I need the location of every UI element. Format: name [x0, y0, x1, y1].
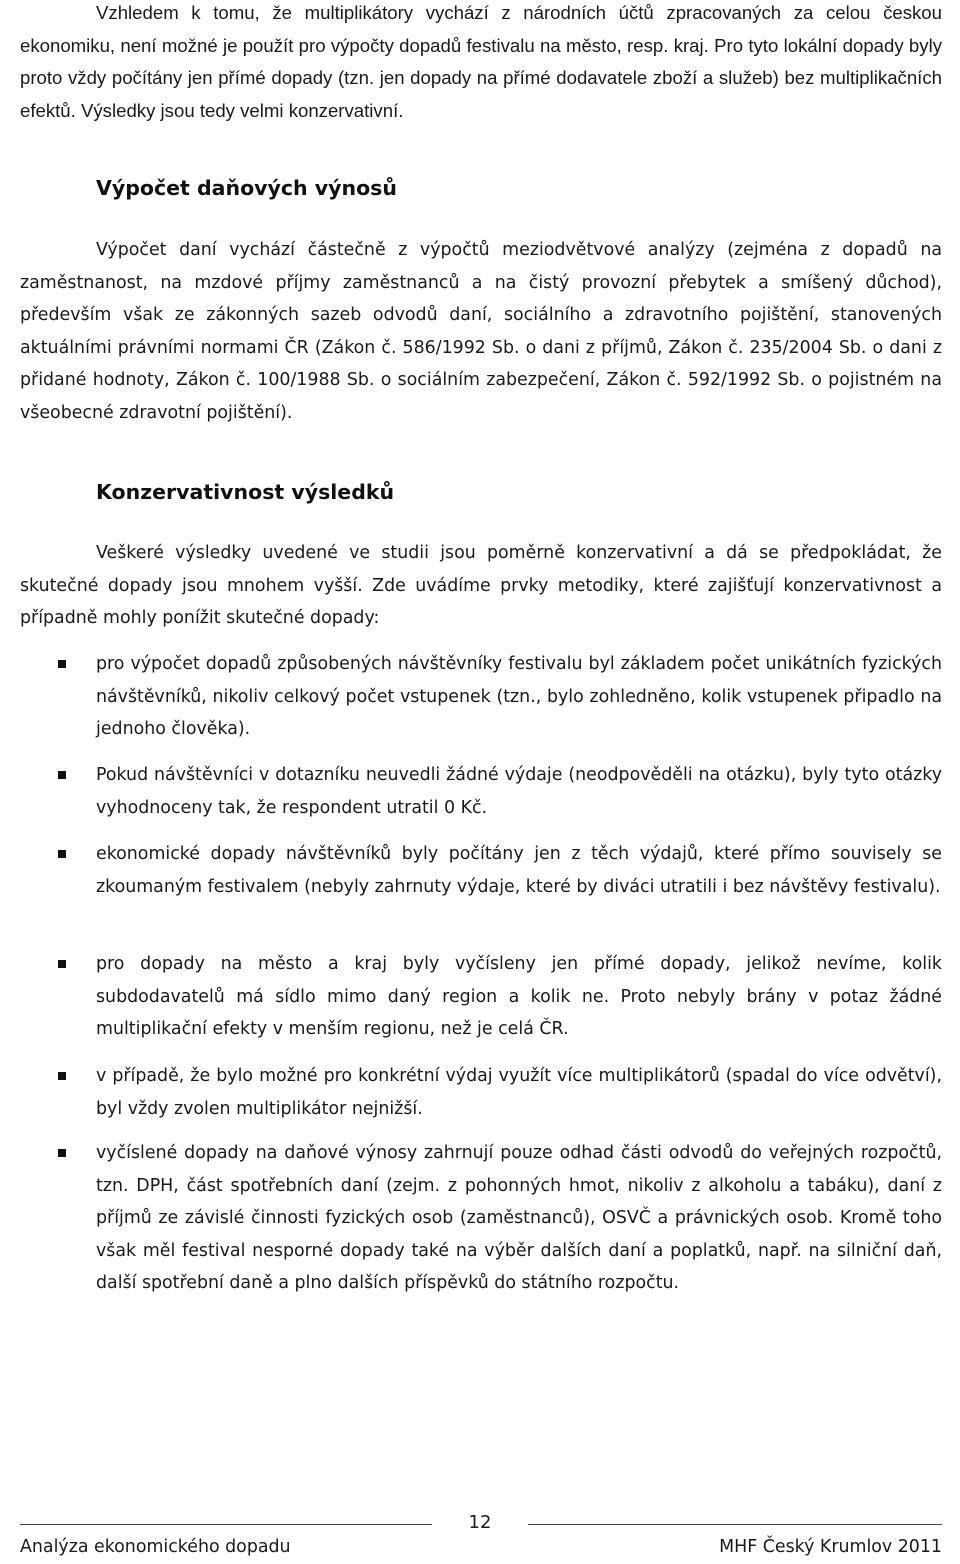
- list-item-text: ekonomické dopady návštěvníků byly počítány jen z těch výdajů, které přímo souvisely se zkoumaným festivalem (nebyly zahrnuty výdaje, které by diváci utratili i bez návštěvy festivalu).: [96, 844, 942, 897]
- list-item: [96, 759, 942, 824]
- list-item: [96, 648, 942, 746]
- section-heading-conservativeness: Konzervativnost výsledků: [96, 480, 395, 504]
- page-number: 12: [468, 1512, 492, 1533]
- square-bullet-icon: [58, 850, 66, 858]
- intro-paragraph: [20, 0, 942, 127]
- footer-event-name: MHF Český Krumlov 2011: [719, 1537, 942, 1557]
- conservativeness-paragraph: [20, 537, 942, 635]
- tax-revenue-paragraph: [20, 234, 942, 430]
- list-item-text: Pokud návštěvníci v dotazníku neuvedli žádné výdaje (neodpověděli na otázku), byly tyto otázky vyhodnoceny tak, že respondent utratil 0 Kč.: [96, 765, 942, 818]
- list-item-text: pro výpočet dopadů způsobených návštěvníky festivalu byl základem počet unikátních fyzických návštěvníků, nikoliv celkový počet vstupenek (tzn., bylo zohledněno, kolik vstupenek připadlo na jednoho člověka).: [96, 654, 942, 740]
- list-item-text: vyčíslené dopady na daňové výnosy zahrnují pouze odhad části odvodů do veřejných rozpočtů, tzn. DPH, část spotřebních daní (zejm. z pohonných hmot, nikoliv z alkoholu a tabáku), daní z příjmů ze závislé činnosti fyzických osob (zaměstnanců), OSVČ a právnických osob. Kromě toho však měl festival nesporné dopady také na výběr dalších daní a poplatků, např. na silniční daň, další spotřební daně a plno dalších příspěvků do státního rozpočtu.: [96, 1143, 942, 1294]
- footer-divider-left: [20, 1524, 432, 1525]
- square-bullet-icon: [58, 771, 66, 779]
- square-bullet-icon: [58, 1149, 66, 1157]
- list-item: [96, 1060, 942, 1125]
- section-heading-tax-revenue: Výpočet daňových výnosů: [96, 176, 397, 200]
- square-bullet-icon: [58, 660, 66, 668]
- tax-revenue-text: Výpočet daní vychází částečně z výpočtů meziodvětvové analýzy (zejména z dopadů na zaměstnanost, na mzdové příjmy zaměstnanců a na čistý provozní přebytek a smíšený důchod), především však ze zákonných sazeb odvodů daní, sociálního a zdravotního pojištění, stanovených aktuálními právními normami ČR (Zákon č. 586/1992 Sb. o dani z příjmů, Zákon č. 235/2004 Sb. o dani z přidané hodnoty, Zákon č. 100/1988 Sb. o sociálním zabezpečení, Zákon č. 592/1992 Sb. o pojistném na všeobecné zdravotní pojištění).: [20, 240, 942, 423]
- list-item: [96, 948, 942, 1046]
- footer-document-title: Analýza ekonomického dopadu: [20, 1537, 291, 1557]
- intro-text: Vzhledem k tomu, že multiplikátory vychází z národních účtů zpracovaných za celou českou ekonomiku, není možné je použít pro výpočty dopadů festivalu na město, resp. kraj. Pro tyto lokální dopady byly proto vždy počítány jen přímé dopady (tzn. jen dopady na přímé dodavatele zboží a služeb) bez multiplikačních efektů. Výsledky jsou tedy velmi konzervativní.: [20, 2, 942, 121]
- square-bullet-icon: [58, 1072, 66, 1080]
- footer-divider-right: [528, 1524, 942, 1525]
- list-item: [96, 1137, 942, 1300]
- conservativeness-text: Veškeré výsledky uvedené ve studii jsou poměrně konzervativní a dá se předpokládat, že skutečné dopady jsou mnohem vyšší. Zde uvádíme prvky metodiky, které zajišťují konzervativnost a případně mohly ponížit skutečné dopady:: [20, 543, 942, 629]
- list-item-text: pro dopady na město a kraj byly vyčísleny jen přímé dopady, jelikož nevíme, kolik subdodavatelů má sídlo mimo daný region a kolik ne. Proto nebyly brány v potaz žádné multiplikační efekty v menším regionu, než je celá ČR.: [96, 954, 942, 1040]
- list-item: [96, 838, 942, 903]
- list-item-text: v případě, že bylo možné pro konkrétní výdaj využít více multiplikátorů (spadal do více odvětví), byl vždy zvolen multiplikátor nejnižší.: [96, 1066, 942, 1119]
- square-bullet-icon: [58, 960, 66, 968]
